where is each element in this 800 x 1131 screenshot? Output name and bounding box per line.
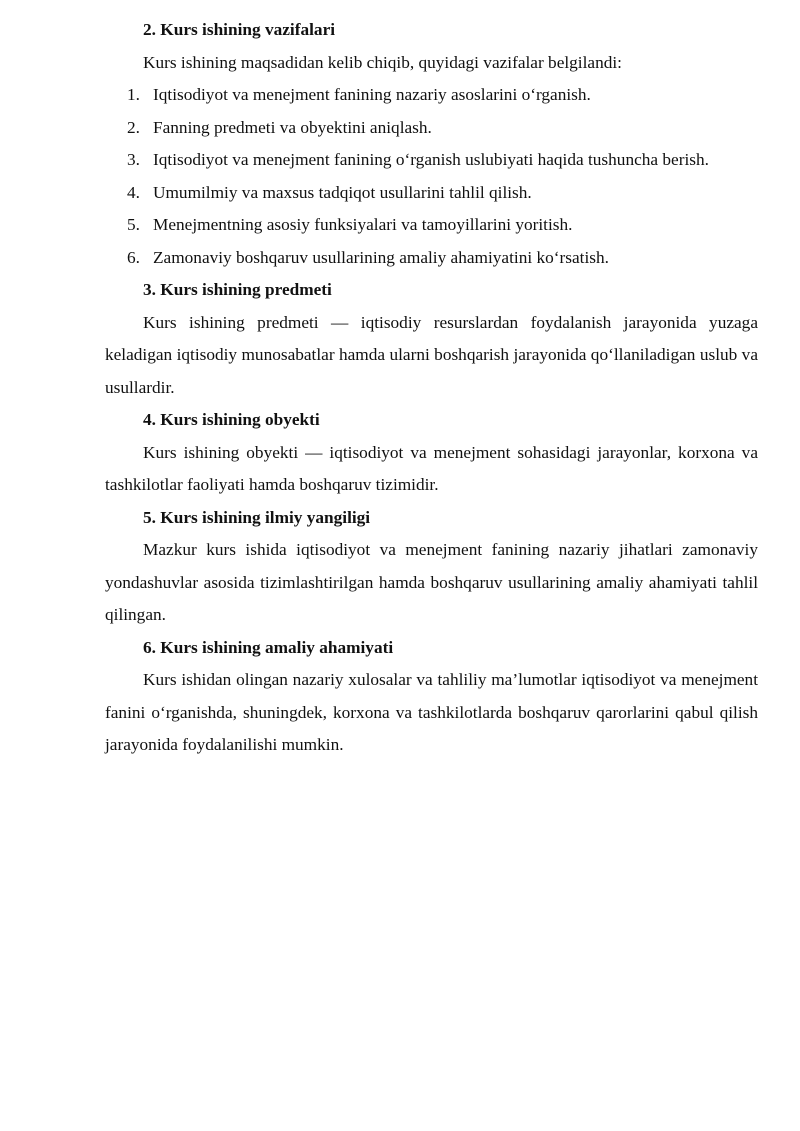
list-item-text: Iqtisodiyot va menejment fanining nazariy asoslarini o‘rganish.: [153, 85, 591, 104]
tasks-intro: Kurs ishining maqsadidan kelib chiqib, quyidagi vazifalar belgilandi:: [143, 52, 622, 72]
section-heading-novelty: 5. Kurs ishining ilmiy yangiligi: [143, 507, 371, 527]
object-paragraph: Kurs ishining obyekti — iqtisodiyot va menejment sohasidagi jarayonlar, korxona va tashkilotlar faoliyati hamda boshqaruv tizimidir.: [105, 442, 758, 494]
list-item: [105, 177, 758, 210]
list-item-number: 5.: [127, 215, 140, 234]
list-item-text: Fanning predmeti va obyektini aniqlash.: [153, 117, 432, 137]
list-item-number: 2.: [127, 117, 140, 137]
tasks-list: [105, 79, 758, 274]
list-item: [105, 112, 758, 145]
list-item: [105, 209, 758, 242]
novelty-paragraph: Mazkur kurs ishida iqtisodiyot va menejment fanining nazariy jihatlari zamonaviy yondashuvlar asosida tizimlashtirilgan hamda boshqaruv usullarining amaliy ahamiyati tahlil qilingan.: [105, 540, 758, 624]
list-item-text: Zamonaviy boshqaruv usullarining amaliy ahamiyatini ko‘rsatish.: [153, 247, 609, 267]
list-item-number: 1.: [127, 85, 140, 104]
list-item: [105, 242, 758, 275]
section-heading-tasks: 2. Kurs ishining vazifalari: [143, 20, 336, 39]
list-item-text: Umumilmiy va maxsus tadqiqot usullarini tahlil qilish.: [153, 182, 532, 202]
list-item-number: 6.: [127, 247, 140, 267]
list-item-text: Iqtisodiyot va menejment fanining o‘rganish uslubiyati haqida tushuncha berish.: [153, 150, 709, 169]
list-item-number: 4.: [127, 182, 140, 202]
section-heading-object: 4. Kurs ishining obyekti: [143, 410, 320, 429]
significance-paragraph: Kurs ishidan olingan nazariy xulosalar va tahliliy ma’lumotlar iqtisodiyot va menejment fanini o‘rganishda, shuningdek, korxona va tashkilotlarda boshqaruv qarorlarini qabul qilish jarayonida foydalanilishi mumkin.: [105, 670, 758, 754]
list-item: [105, 79, 758, 112]
list-item-text: Menejmentning asosiy funksiyalari va tamoyillarini yoritish.: [153, 215, 573, 234]
subject-paragraph: Kurs ishining predmeti — iqtisodiy resurslardan foydalanish jarayonida yuzaga keladigan iqtisodiy munosabatlar hamda ularni boshqarish jarayonida qo‘llaniladigan uslub va usullardir.: [105, 312, 758, 397]
section-heading-significance: 6. Kurs ishining amaliy ahamiyati: [143, 637, 394, 657]
section-heading-subject: 3. Kurs ishining predmeti: [143, 280, 332, 299]
list-item: [105, 144, 758, 177]
list-item-number: 3.: [127, 150, 140, 169]
